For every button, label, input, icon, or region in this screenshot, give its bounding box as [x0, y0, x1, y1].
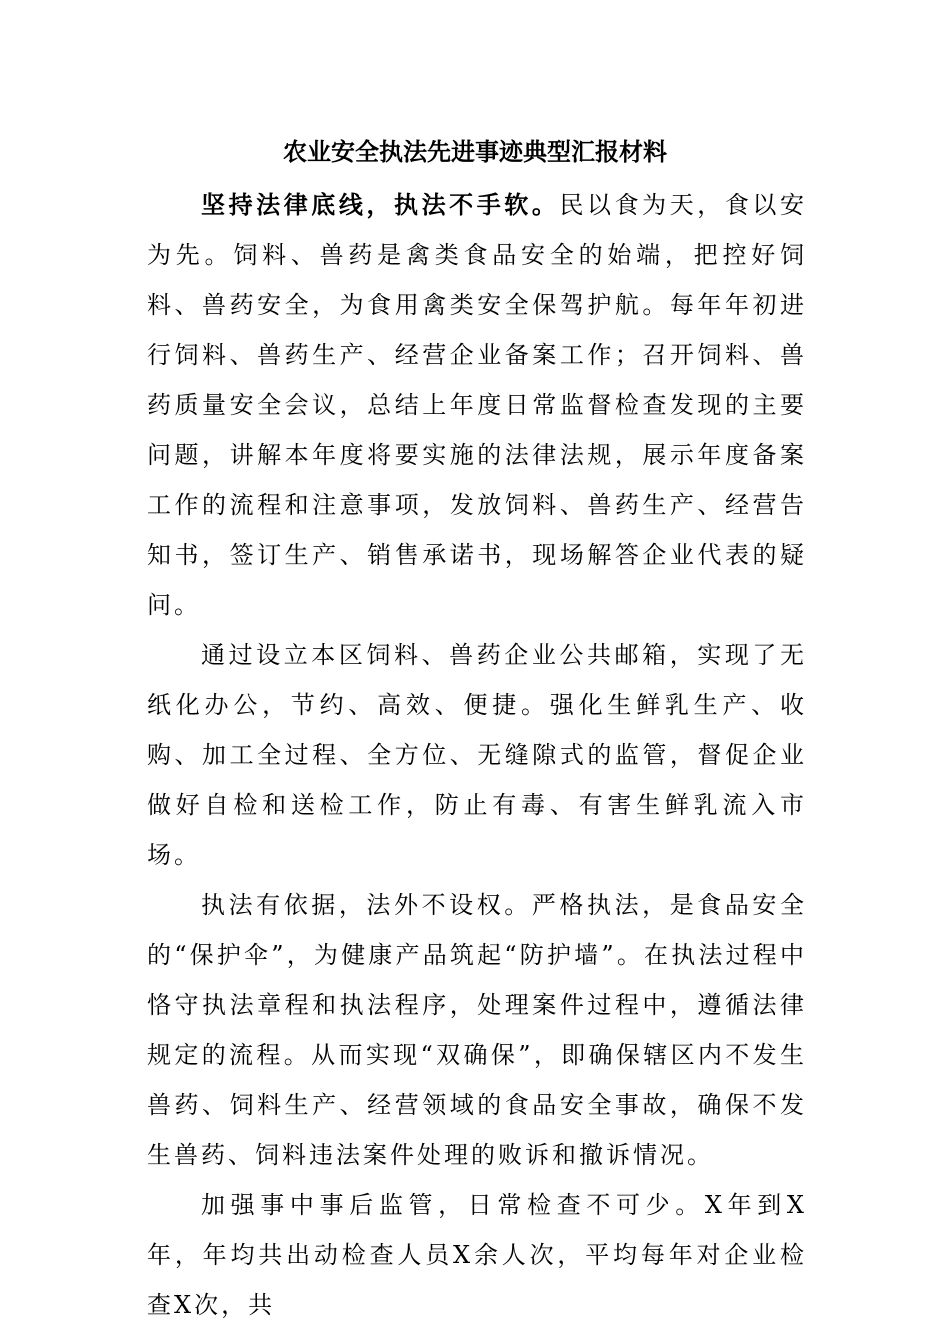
paragraph-2-text: 通过设立本区饲料、兽药企业公共邮箱，实现了无纸化办公，节约、高效、便捷。强化生鲜乳生产、收购、加工全过程、全方位、无缝隙式的监管，督促企业做好自检和送检工作，防止有毒、有害生鲜乳流入市场。 [147, 641, 807, 869]
document-body [147, 180, 807, 1330]
paragraph-1-text: 民以食为天，食以安为先。饲料、兽药是禽类食品安全的始端，把控好饲料、兽药安全，为食用禽类安全保驾护航。每年年初进行饲料、兽药生产、经营企业备案工作；召开饲料、兽药质量安全会议，总结上年度日常监督检查发现的主要问题，讲解本年度将要实施的法律法规，展示年度备案工作的流程和注意事项，发放饲料、兽药生产、经营告知书，签订生产、销售承诺书，现场解答企业代表的疑问。 [147, 191, 808, 619]
paragraph-4-text: 加强事中事后监管，日常检查不可少。X年到X年，年均共出动检查人员X余人次，平均每年对企业检查X次，共 [147, 1191, 807, 1319]
document-title: 农业安全执法先进事迹典型汇报材料 [283, 137, 667, 166]
paragraph-2 [147, 630, 807, 880]
paragraph-3-text: 执法有依据，法外不设权。严格执法，是食品安全的“保护伞”，为健康产品筑起“防护墙”。在执法过程中恪守执法章程和执法程序，处理案件过程中，遵循法律规定的流程。从而实现“双确保”，即确保辖区内不发生兽药、饲料生产、经营领域的食品安全事故，确保不发生兽药、饲料违法案件处理的败诉和撤诉情况。 [147, 891, 807, 1169]
paragraph-4 [147, 1180, 807, 1330]
paragraph-1-lead: 坚持法律底线，执法不手软。 [201, 190, 560, 219]
paragraph-3 [147, 880, 807, 1180]
paragraph-1 [147, 180, 807, 630]
